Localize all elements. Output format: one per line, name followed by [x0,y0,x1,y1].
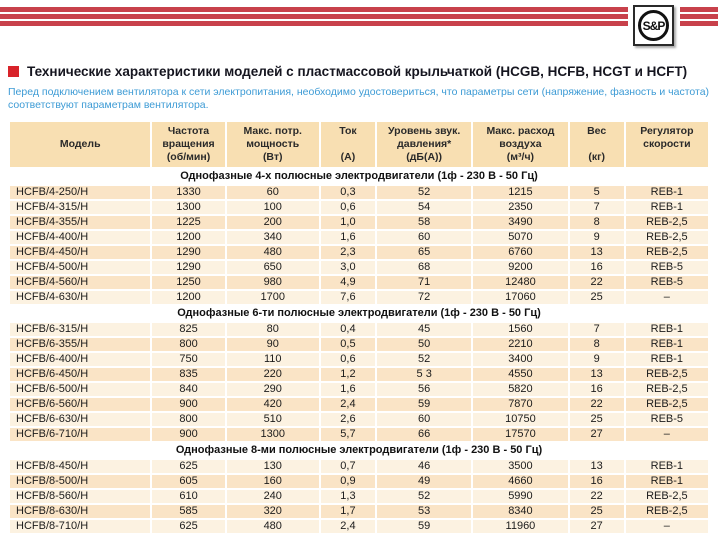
cell-noise: 5 3 [376,367,472,382]
cell-airflow: 6760 [472,245,568,260]
cell-noise: 66 [376,427,472,442]
cell-power: 100 [226,200,320,215]
cell-power: 200 [226,215,320,230]
cell-weight: 9 [569,230,625,245]
column-header-model: Модель [9,121,151,168]
cell-airflow: 10750 [472,412,568,427]
cell-current: 2,4 [320,397,376,412]
cell-model: HCFB/8-500/H [9,474,151,489]
cell-airflow: 4550 [472,367,568,382]
sp-logo [633,5,674,46]
column-header-weight: Вес (кг) [569,121,625,168]
cell-model: HCFB/4-315/H [9,200,151,215]
cell-weight: 22 [569,275,625,290]
cell-noise: 60 [376,412,472,427]
cell-model: HCFB/6-630/H [9,412,151,427]
cell-current: 2,6 [320,412,376,427]
cell-airflow: 7870 [472,397,568,412]
table-section [9,442,709,534]
cell-weight: 27 [569,427,625,442]
page-title: Технические характеристики моделей с пластмассовой крыльчаткой (HCGB, HCFB, HCGT и HCFT) [27,64,688,79]
table-row [9,474,709,489]
cell-airflow: 3400 [472,352,568,367]
cell-regulator: – [625,290,709,305]
cell-current: 0,4 [320,322,376,337]
cell-airflow: 3500 [472,459,568,474]
cell-regulator: REB-1 [625,352,709,367]
table-row [9,504,709,519]
cell-model: HCFB/4-630/H [9,290,151,305]
section-header-row [9,442,709,459]
table-row [9,290,709,305]
cell-model: HCFB/6-500/H [9,382,151,397]
cell-weight: 25 [569,412,625,427]
cell-power: 1700 [226,290,320,305]
cell-power: 480 [226,519,320,534]
cell-regulator: REB-1 [625,322,709,337]
cell-weight: 16 [569,260,625,275]
cell-weight: 7 [569,200,625,215]
cell-power: 80 [226,322,320,337]
table-row [9,215,709,230]
cell-model: HCFB/6-315/H [9,322,151,337]
section-header-row [9,168,709,185]
table-head [9,121,709,168]
cell-current: 7,6 [320,290,376,305]
cell-model: HCFB/6-710/H [9,427,151,442]
cell-noise: 54 [376,200,472,215]
cell-regulator: REB-2,5 [625,230,709,245]
cell-rpm: 825 [151,322,225,337]
table-row [9,382,709,397]
cell-current: 1,6 [320,230,376,245]
cell-power: 420 [226,397,320,412]
cell-weight: 13 [569,459,625,474]
cell-noise: 58 [376,215,472,230]
table-section [9,168,709,305]
table-row [9,185,709,200]
table-section [9,305,709,442]
column-header-noise: Уровень звук. давления* (дБ(А)) [376,121,472,168]
cell-rpm: 1225 [151,215,225,230]
cell-weight: 16 [569,474,625,489]
cell-current: 0,3 [320,185,376,200]
cell-rpm: 835 [151,367,225,382]
cell-rpm: 605 [151,474,225,489]
table-row [9,352,709,367]
cell-weight: 27 [569,519,625,534]
table-row [9,260,709,275]
cell-airflow: 2210 [472,337,568,352]
cell-weight: 22 [569,397,625,412]
column-header-power: Макс. потр. мощность (Вт) [226,121,320,168]
cell-noise: 65 [376,245,472,260]
cell-noise: 59 [376,397,472,412]
cell-current: 1,3 [320,489,376,504]
cell-current: 1,6 [320,382,376,397]
cell-rpm: 800 [151,337,225,352]
cell-regulator: REB-1 [625,200,709,215]
cell-current: 0,7 [320,459,376,474]
table-row [9,412,709,427]
table-row [9,427,709,442]
cell-noise: 59 [376,519,472,534]
cell-rpm: 750 [151,352,225,367]
cell-regulator: REB-5 [625,412,709,427]
cell-current: 2,3 [320,245,376,260]
cell-model: HCFB/4-400/H [9,230,151,245]
cell-regulator: REB-5 [625,275,709,290]
cell-regulator: REB-2,5 [625,215,709,230]
cell-rpm: 1200 [151,290,225,305]
cell-regulator: – [625,427,709,442]
cell-power: 130 [226,459,320,474]
cell-weight: 13 [569,245,625,260]
table-row [9,245,709,260]
table-row [9,367,709,382]
cell-regulator: REB-2,5 [625,489,709,504]
table-row [9,230,709,245]
cell-airflow: 12480 [472,275,568,290]
cell-power: 160 [226,474,320,489]
table-row [9,489,709,504]
cell-noise: 68 [376,260,472,275]
cell-model: HCFB/4-450/H [9,245,151,260]
header-row [9,121,709,168]
cell-current: 0,6 [320,200,376,215]
cell-current: 4,9 [320,275,376,290]
cell-rpm: 840 [151,382,225,397]
sp-logo-circle [638,10,669,41]
cell-rpm: 610 [151,489,225,504]
cell-noise: 60 [376,230,472,245]
cell-noise: 53 [376,504,472,519]
title-row [8,64,710,79]
cell-airflow: 9200 [472,260,568,275]
cell-current: 3,0 [320,260,376,275]
cell-airflow: 1560 [472,322,568,337]
cell-regulator: REB-2,5 [625,397,709,412]
cell-regulator: REB-1 [625,185,709,200]
cell-noise: 56 [376,382,472,397]
cell-airflow: 17570 [472,427,568,442]
cell-power: 240 [226,489,320,504]
cell-power: 650 [226,260,320,275]
cell-noise: 52 [376,185,472,200]
cell-power: 510 [226,412,320,427]
table-row [9,322,709,337]
table-row [9,459,709,474]
cell-airflow: 5820 [472,382,568,397]
cell-power: 290 [226,382,320,397]
cell-current: 1,0 [320,215,376,230]
cell-rpm: 1290 [151,260,225,275]
cell-current: 1,2 [320,367,376,382]
cell-rpm: 900 [151,397,225,412]
cell-current: 2,4 [320,519,376,534]
cell-regulator: REB-2,5 [625,504,709,519]
cell-noise: 50 [376,337,472,352]
cell-power: 220 [226,367,320,382]
cell-power: 60 [226,185,320,200]
cell-regulator: REB-5 [625,260,709,275]
cell-model: HCFB/4-355/H [9,215,151,230]
cell-weight: 16 [569,382,625,397]
cell-regulator: REB-1 [625,474,709,489]
section-header-row [9,305,709,322]
section-title: Однофазные 6-ти полюсные электродвигатели (1ф - 230 В - 50 Гц) [9,305,709,322]
cell-weight: 13 [569,367,625,382]
column-header-current: Ток (А) [320,121,376,168]
table-row [9,200,709,215]
cell-airflow: 5070 [472,230,568,245]
cell-airflow: 2350 [472,200,568,215]
table-row [9,337,709,352]
cell-rpm: 1200 [151,230,225,245]
cell-rpm: 900 [151,427,225,442]
section-title: Однофазные 4-х полюсные электродвигатели (1ф - 230 В - 50 Гц) [9,168,709,185]
top-banner [0,0,718,50]
red-square-bullet-icon [8,66,19,77]
table-row [9,519,709,534]
section-title: Однофазные 8-ми полюсные электродвигатели (1ф - 230 В - 50 Гц) [9,442,709,459]
cell-model: HCFB/4-560/H [9,275,151,290]
cell-model: HCFB/8-710/H [9,519,151,534]
cell-power: 110 [226,352,320,367]
cell-weight: 25 [569,504,625,519]
red-stripes-left [0,7,628,28]
cell-power: 340 [226,230,320,245]
cell-current: 1,7 [320,504,376,519]
cell-power: 1300 [226,427,320,442]
cell-rpm: 1330 [151,185,225,200]
red-stripes-right [680,7,718,28]
cell-model: HCFB/6-400/H [9,352,151,367]
cell-airflow: 3490 [472,215,568,230]
cell-current: 0,5 [320,337,376,352]
cell-model: HCFB/6-560/H [9,397,151,412]
cell-airflow: 4660 [472,474,568,489]
cell-weight: 9 [569,352,625,367]
cell-regulator: REB-2,5 [625,367,709,382]
cell-regulator: REB-1 [625,337,709,352]
cell-model: HCFB/6-450/H [9,367,151,382]
cell-weight: 5 [569,185,625,200]
spec-table-wrap [8,120,710,535]
cell-rpm: 1300 [151,200,225,215]
cell-airflow: 8340 [472,504,568,519]
cell-airflow: 11960 [472,519,568,534]
cell-noise: 45 [376,322,472,337]
cell-rpm: 585 [151,504,225,519]
table-row [9,397,709,412]
cell-model: HCFB/8-560/H [9,489,151,504]
cell-model: HCFB/8-450/H [9,459,151,474]
cell-rpm: 800 [151,412,225,427]
cell-noise: 72 [376,290,472,305]
cell-weight: 25 [569,290,625,305]
cell-airflow: 1215 [472,185,568,200]
cell-model: HCFB/4-500/H [9,260,151,275]
cell-rpm: 625 [151,459,225,474]
column-header-regulator: Регулятор скорости [625,121,709,168]
cell-noise: 49 [376,474,472,489]
cell-rpm: 1290 [151,245,225,260]
cell-airflow: 17060 [472,290,568,305]
cell-noise: 71 [376,275,472,290]
cell-regulator: REB-1 [625,459,709,474]
column-header-rpm: Частота вращения (об/мин) [151,121,225,168]
cell-weight: 22 [569,489,625,504]
cell-current: 0,6 [320,352,376,367]
cell-weight: 7 [569,322,625,337]
spec-table [8,120,710,535]
cell-airflow: 5990 [472,489,568,504]
cell-model: HCFB/6-355/H [9,337,151,352]
cell-rpm: 625 [151,519,225,534]
cell-noise: 52 [376,352,472,367]
cell-power: 320 [226,504,320,519]
cell-model: HCFB/8-630/H [9,504,151,519]
sp-logo-text: S&P [642,18,665,33]
cell-noise: 52 [376,489,472,504]
cell-regulator: REB-2,5 [625,245,709,260]
cell-current: 5,7 [320,427,376,442]
cell-power: 480 [226,245,320,260]
cell-regulator: REB-2,5 [625,382,709,397]
column-header-airflow: Макс. расход воздуха (м³/ч) [472,121,568,168]
cell-power: 980 [226,275,320,290]
cell-regulator: – [625,519,709,534]
page-subtitle: Перед подключением вентилятора к сети электропитания, необходимо удостовериться, что параметры сети (напряжение, фазность и частота) соответствуют параметрам вентилятора. [8,86,710,111]
cell-current: 0,9 [320,474,376,489]
cell-model: HCFB/4-250/H [9,185,151,200]
cell-noise: 46 [376,459,472,474]
cell-rpm: 1250 [151,275,225,290]
cell-weight: 8 [569,215,625,230]
table-row [9,275,709,290]
cell-power: 90 [226,337,320,352]
cell-weight: 8 [569,337,625,352]
